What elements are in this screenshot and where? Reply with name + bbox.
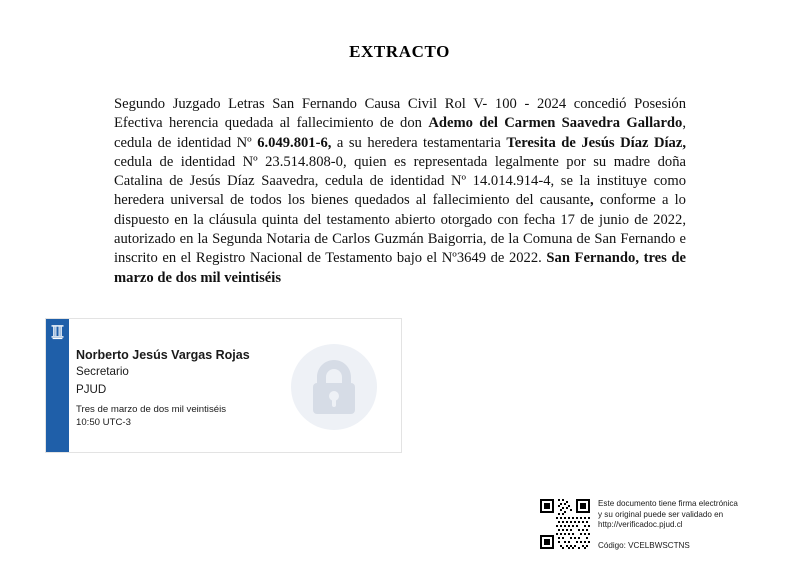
body-emphasis-run: Teresita de Jesús Díaz Díaz, (506, 134, 686, 151)
signer-role: Secretario (76, 365, 129, 378)
body-emphasis-run: Ademo del Carmen Saavedra Gallardo (428, 115, 683, 132)
body-text-run: , cedula de identidad Nº (114, 115, 686, 151)
body-emphasis-run: San Fernando, tres de marzo de dos mil veintiséis (114, 250, 686, 286)
body-text-run: conforme a lo dispuesto en la cláusula quinta del testamento abierto otorgado con fecha 17 de junio de 2022, autorizado en la Segunda Notaria de Carlos Guzmán Baigorria, de la Comuna de San Fernando e inscrito en el Registro Nacional de Testamento bajo el Nº3649 de 2022. (114, 192, 686, 267)
body-text-run: a su heredera testamentaria (331, 134, 507, 151)
document-body (114, 95, 686, 288)
verification-footer (538, 497, 763, 561)
signature-details (76, 347, 286, 429)
verification-url[interactable]: http://verificadoc.pjud.cl (598, 520, 683, 530)
signature-date: Tres de marzo de dos mil veintiséis (76, 404, 227, 415)
stamp-icon (50, 324, 65, 340)
document-code: Código: VCELBWSCTNS (598, 541, 690, 550)
signer-name: Norberto Jesús Vargas Rojas (76, 348, 250, 362)
body-text-run: cedula de identidad Nº 23.514.808-0, quien es representada legalmente por su madre doña Catalina de Jesús Díaz Saavedra, cedula de identidad Nº 14.014.914-4, se la instituye como heredera universal de todos los bienes quedados al fallecimiento del causante (114, 153, 686, 209)
body-emphasis-run: 6.049.801-6, (257, 134, 332, 151)
page-title: EXTRACTO (349, 42, 450, 61)
verification-notice (598, 499, 763, 531)
verification-notice-line2: y su original puede ser validado en (598, 509, 724, 519)
qr-code-icon (538, 497, 592, 551)
body-emphasis-run: , (590, 192, 594, 209)
signature-time: 10:50 UTC-3 (76, 417, 131, 428)
lock-icon (291, 344, 377, 430)
signer-organization: PJUD (76, 383, 107, 396)
signature-accent-bar (46, 319, 69, 452)
verification-notice-line1: Este documento tiene firma electrónica (598, 499, 738, 508)
electronic-signature-stamp (45, 318, 402, 453)
body-text-run: Segundo Juzgado Letras San Fernando Causa Civil Rol V- 100 - 2024 concedió Posesión Efectiva herencia quedada al fallecimiento de don (114, 96, 686, 132)
